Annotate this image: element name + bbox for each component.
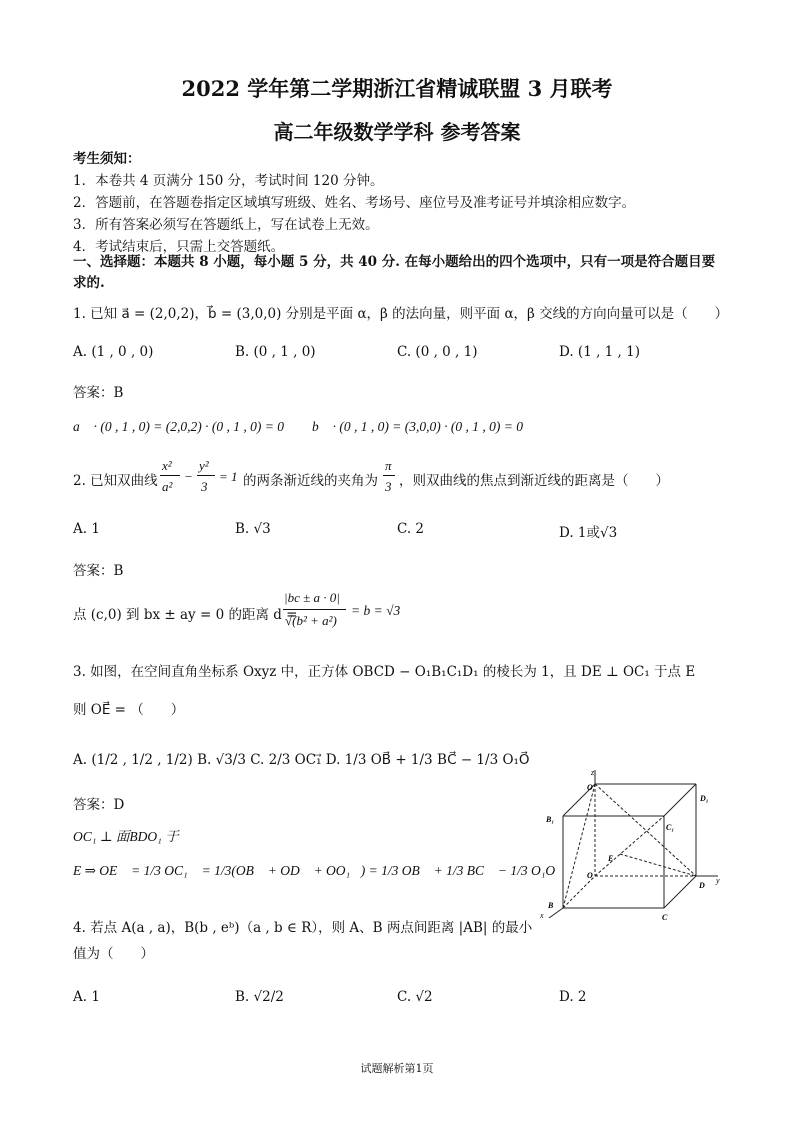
q1-solution-b: b⃗ · (0 , 1 , 0) = (3,0,0) · (0 , 1 , 0) = 0 bbox=[312, 419, 523, 434]
q4-option-c: C. √2 bbox=[397, 989, 433, 1005]
section-heading-cont: 求的. bbox=[73, 275, 105, 291]
figure-label-b: B bbox=[548, 901, 554, 910]
page-title: 2022 学年第二学期浙江省精诚联盟 3 月联考 bbox=[181, 76, 613, 101]
q2-stem-pre: 2. 已知双曲线 bbox=[73, 473, 158, 489]
q2-option-b: B. √3 bbox=[235, 521, 271, 537]
q3-answer: 答案：D bbox=[73, 797, 125, 813]
q4-stem-cont: 值为（ ） bbox=[73, 946, 154, 962]
q4-stem: 4. 若点 A(a , a)，B(b , eᵇ)（a , b ∈ R），则 A、B 两点间距离 |AB| 的最小 bbox=[73, 920, 533, 936]
q3-options: A. (1/2 , 1/2 , 1/2) B. √3/3 C. 2/3 OC₁⃗ D. 1/3 OB⃗ + 1/3 BC⃗ − 1/3 O₁O⃗ bbox=[73, 752, 530, 768]
q4-option-a: A. 1 bbox=[73, 989, 100, 1005]
figure-label-o1: O bbox=[587, 783, 593, 792]
q2-eq-one: = 1 bbox=[219, 469, 238, 484]
q2-option-a: A. 1 bbox=[73, 521, 100, 537]
figure-label-z: z bbox=[591, 768, 595, 777]
q2-sol-numerator: |bc ± a · 0| bbox=[284, 590, 340, 605]
q2-sol-denominator: √(b² + a²) bbox=[285, 613, 337, 628]
q1-option-a: A. (1 , 0 , 0) bbox=[73, 344, 154, 360]
notice-item: 4．考试结束后，只需上交答题纸。 bbox=[73, 239, 285, 255]
q2-answer: 答案：B bbox=[73, 563, 124, 579]
figure-label-d: D bbox=[699, 881, 705, 890]
q4-option-d: D. 2 bbox=[559, 989, 587, 1005]
q2-three: 3 bbox=[385, 479, 392, 494]
figure-label-e: E bbox=[608, 854, 614, 863]
q2-solution-post: = b = √3 bbox=[351, 603, 401, 618]
q4-option-b: B. √2/2 bbox=[235, 989, 284, 1005]
notice-item: 1．本卷共 4 页满分 150 分，考试时间 120 分钟。 bbox=[73, 173, 384, 189]
q2-option-d: D. 1或√3 bbox=[559, 525, 618, 541]
q2-pi: π bbox=[385, 458, 392, 473]
page-subtitle: 高二年级数学学科 参考答案 bbox=[273, 120, 521, 144]
figure-label-y: y bbox=[716, 876, 720, 885]
notice-item: 2．答题前，在答题卷指定区域填写班级、姓名、考场号、座位号及准考证号并填涂相应数字。 bbox=[73, 195, 636, 211]
q1-option-b: B. (0 , 1 , 0) bbox=[235, 344, 316, 360]
q3-stem: 3. 如图，在空间直角坐标系 Oxyz 中，正方体 OBCD − O₁B₁C₁D₁ 的棱长为 1，且 DE ⊥ OC₁ 于点 E bbox=[73, 664, 696, 680]
q2-stem-post: ，则双曲线的焦点到渐近线的距离是（ ） bbox=[399, 473, 669, 489]
figure-label-x: x bbox=[540, 911, 544, 920]
q2-stem-mid: 的两条渐近线的夹角为 bbox=[243, 473, 378, 489]
q1-stem: 1. 已知 a⃗ = (2,0,2)，b⃗ = (3,0,0) 分别是平面 α，β 的法向量，则平面 α，β 交线的方向向量可以是（ ） bbox=[73, 306, 729, 322]
figure-label-d1: D₁ bbox=[700, 794, 709, 803]
notice-item: 3．所有答案必须写在答题纸上，写在试卷上无效。 bbox=[73, 217, 379, 233]
q3-solution-line2: E ⇒ OE⃗ = 1/3 OC₁⃗ = 1/3(OB⃗ + OD⃗ + OO₁⃗) = 1/3 OB⃗ + 1/3 BC⃗ − 1/3 O₁O⃗ bbox=[73, 863, 566, 878]
q3-stem-cont: 则 OE⃗ = （ ） bbox=[73, 702, 185, 718]
page-footer: 试题解析第1页 bbox=[360, 1062, 434, 1075]
q1-answer: 答案：B bbox=[73, 385, 124, 401]
figure-label-b1: B₁ bbox=[546, 815, 555, 824]
figure-label-c: C bbox=[662, 913, 668, 920]
q3-solution-line1: OC₁ ⊥ 面BDO₁ 于 bbox=[73, 829, 179, 844]
q2-solution-pre: 点 (c,0) 到 bx ± ay = 0 的距离 d = bbox=[73, 607, 298, 623]
q1-option-d: D. (1 , 1 , 1) bbox=[559, 344, 640, 360]
figure-label-o: O bbox=[587, 871, 593, 880]
section-heading: 一、选择题：本题共 8 小题，每小题 5 分，共 40 分. 在每小题给出的四个选项中，只有一项是符合题目要 bbox=[73, 254, 716, 270]
figure-label-c1: C₁ bbox=[666, 823, 675, 832]
notice-heading: 考生须知： bbox=[73, 151, 141, 167]
q2-option-c: C. 2 bbox=[397, 521, 425, 537]
q1-solution-a: a⃗ · (0 , 1 , 0) = (2,0,2) · (0 , 1 , 0) = 0 bbox=[73, 419, 284, 434]
q1-option-c: C. (0 , 0 , 1) bbox=[397, 344, 478, 360]
cube-figure bbox=[536, 768, 726, 920]
